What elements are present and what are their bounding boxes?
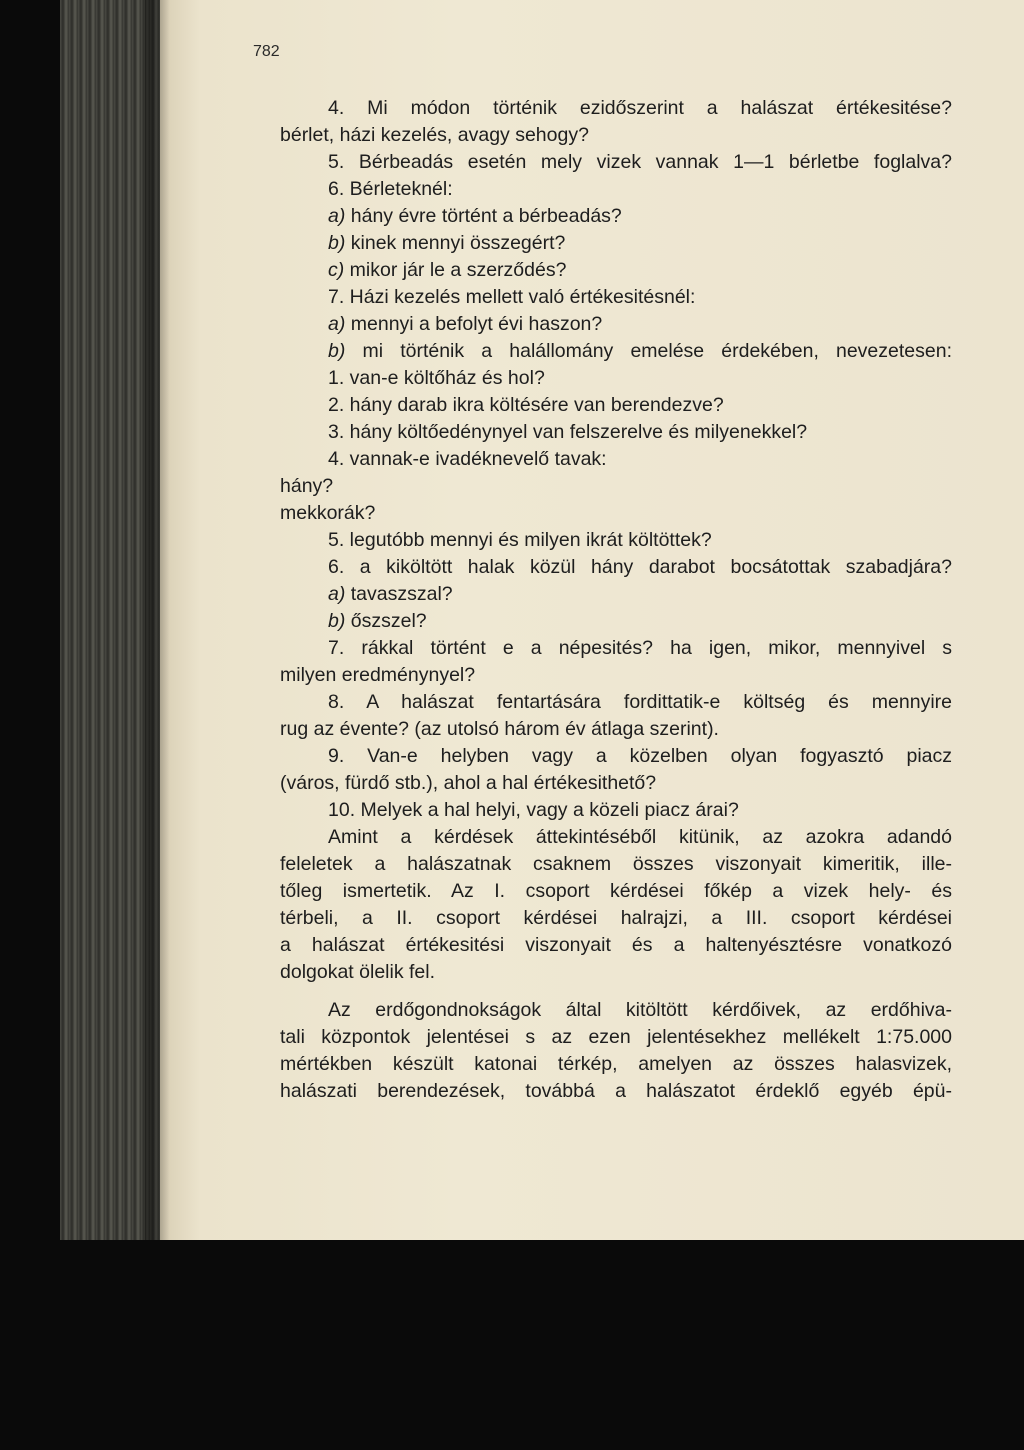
line-text: dolgokat ölelik fel.	[280, 961, 436, 983]
item-label: c)	[328, 259, 345, 281]
item-label: b)	[328, 610, 346, 632]
line-text: 6. Bérleteknél:	[328, 178, 453, 200]
text-line	[280, 959, 952, 986]
line-text: mikor jár le a szerződés?	[344, 259, 567, 281]
text-line	[280, 635, 952, 662]
line-text: bérlet, házi kezelés, avagy sehogy?	[280, 124, 589, 146]
text-line	[280, 905, 952, 932]
line-text: a halászat értékesitési viszonyait és a haltenyésztésre vonatkozó	[280, 934, 952, 956]
text-line	[280, 662, 952, 689]
text-line	[280, 473, 952, 500]
text-line	[280, 338, 952, 365]
line-text: 10. Melyek a hal helyi, vagy a közeli piacz árai?	[328, 799, 739, 821]
text-line	[280, 95, 952, 122]
text-line	[280, 122, 952, 149]
line-text: 5. Bérbeadás esetén mely vizek vannak 1—1 bérletbe foglalva?	[328, 151, 952, 173]
line-text: mekkorák?	[280, 502, 376, 524]
line-text: kinek mennyi összegért?	[345, 232, 566, 254]
line-text: mi történik a halállomány emelése érdekében, nevezetesen:	[345, 340, 952, 362]
line-text: 9. Van-e helyben vagy a közelben olyan fogyasztó piacz	[328, 745, 952, 767]
text-line	[280, 500, 952, 527]
line-text: (város, fürdő stb.), ahol a hal értékesithető?	[280, 772, 657, 794]
line-text: rug az évente? (az utolsó három év átlaga szerint).	[280, 718, 719, 740]
line-text: feleletek a halászatnak csaknem összes viszonyait kimeritik, ille-	[280, 853, 952, 875]
line-text: halászati berendezések, továbbá a halászatot érdeklő egyéb épü-	[280, 1080, 952, 1102]
line-text: 3. hány költőedénynyel van felszerelve és milyenekkel?	[328, 421, 808, 443]
text-line	[280, 1051, 952, 1078]
item-label: a)	[328, 205, 346, 227]
line-text: térbeli, a II. csoport kérdései halrajzi, a III. csoport kérdései	[280, 907, 952, 929]
text-line	[280, 797, 952, 824]
line-text: tőleg ismertetik. Az I. csoport kérdései főkép a vizek hely- és	[280, 880, 952, 902]
text-line	[280, 878, 952, 905]
text-line	[280, 419, 952, 446]
line-text: 4. vannak-e ivadéknevelő tavak:	[328, 448, 607, 470]
text-line	[280, 230, 952, 257]
text-line	[280, 608, 952, 635]
text-line	[280, 689, 952, 716]
line-text: 6. a kiköltött halak közül hány darabot bocsátottak szabadjára?	[328, 556, 952, 578]
item-label: b)	[328, 232, 346, 254]
line-text: őszszel?	[345, 610, 427, 632]
text-line	[280, 203, 952, 230]
line-text: Amint a kérdések áttekintéséből kitünik, az azokra adandó	[328, 826, 952, 848]
text-line	[280, 851, 952, 878]
text-line	[280, 743, 952, 770]
page-number: 782	[253, 43, 280, 60]
line-text: 8. A halászat fentartására fordittatik-e költség és mennyire	[328, 691, 952, 713]
text-line	[280, 311, 952, 338]
text-line	[280, 716, 952, 743]
line-text: hány?	[280, 475, 334, 497]
line-text: 7. Házi kezelés mellett való értékesitésnél:	[328, 286, 696, 308]
text-line	[280, 554, 952, 581]
line-text: 5. legutóbb mennyi és milyen ikrát költöttek?	[328, 529, 712, 551]
text-line	[280, 392, 952, 419]
item-label: b)	[328, 340, 346, 362]
text-line	[280, 257, 952, 284]
spine-shadow	[145, 0, 170, 1240]
line-text: 1. van-e költőház és hol?	[328, 367, 545, 389]
text-line	[280, 446, 952, 473]
text-line	[280, 997, 952, 1024]
line-text: hány évre történt a bérbeadás?	[345, 205, 622, 227]
line-text: milyen eredménynyel?	[280, 664, 476, 686]
item-label: a)	[328, 583, 346, 605]
line-text: mértékben készült katonai térkép, amelyen az összes halasvizek,	[280, 1053, 952, 1075]
line-text: Az erdőgondnokságok által kitöltött kérdőivek, az erdőhiva-	[328, 999, 952, 1021]
line-text: 2. hány darab ikra költésére van berendezve?	[328, 394, 724, 416]
line-text: 4. Mi módon történik ezidőszerint a halászat értékesitése?	[328, 97, 952, 119]
text-line	[280, 365, 952, 392]
page-text	[280, 95, 952, 1105]
text-line	[280, 149, 952, 176]
text-line	[280, 1024, 952, 1051]
item-label: a)	[328, 313, 346, 335]
line-text: 7. rákkal történt e a népesités? ha igen, mikor, mennyivel s	[328, 637, 952, 659]
text-line	[280, 176, 952, 203]
text-line	[280, 284, 952, 311]
line-text: tavaszszal?	[345, 583, 453, 605]
text-line	[280, 527, 952, 554]
text-line	[280, 1078, 952, 1105]
text-line	[280, 581, 952, 608]
line-text: mennyi a befolyt évi haszon?	[345, 313, 603, 335]
line-text: tali központok jelentései s az ezen jelentésekhez mellékelt 1:75.000	[280, 1026, 952, 1048]
text-line	[280, 824, 952, 851]
text-line	[280, 770, 952, 797]
text-line	[280, 932, 952, 959]
